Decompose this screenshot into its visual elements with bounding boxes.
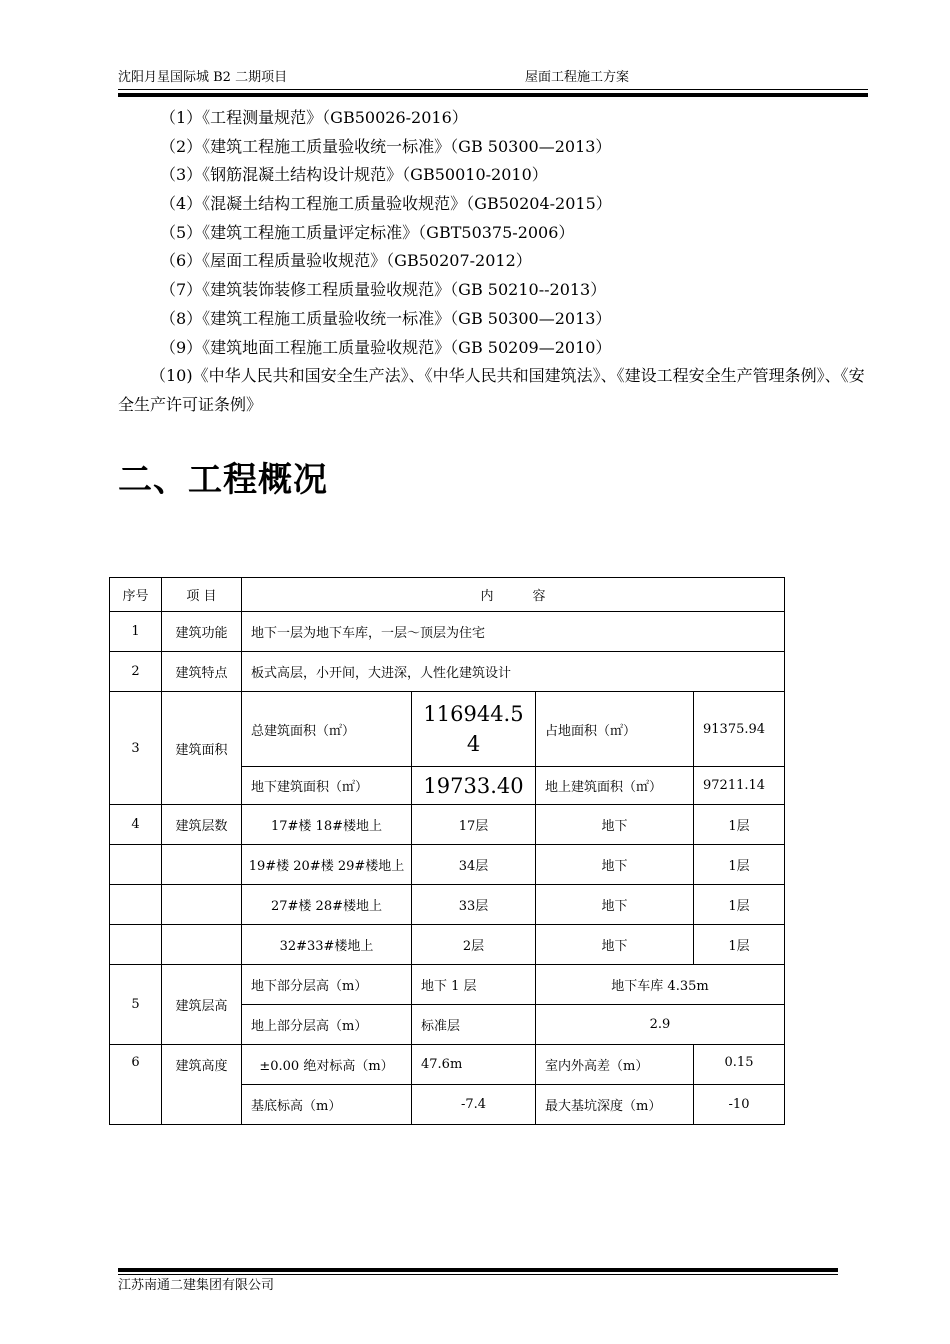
building-label: 17#楼 18#楼地上: [242, 805, 412, 845]
table-row: [110, 885, 785, 925]
table-row: [110, 965, 785, 1005]
reference-item: （5）《建筑工程施工质量评定标准》（GBT50375-2006）: [160, 222, 575, 242]
base-elevation-value: -7.4: [412, 1085, 536, 1125]
building-label: 27#楼 28#楼地上: [242, 885, 412, 925]
reference-list: [118, 104, 870, 420]
underground-area-value: 19733.40: [412, 767, 536, 805]
reference-item: （9）《建筑地面工程施工质量验收规范》（GB 50209—2010）: [160, 337, 612, 357]
underground-height-value: 地下车库 4.35m: [536, 965, 785, 1005]
reference-item: （6）《屋面工程质量验收规范》（GB50207-2012）: [160, 251, 532, 271]
underground-floors-value: 1层: [694, 805, 785, 845]
table-row: [110, 845, 785, 885]
underground-label: 地下: [536, 845, 694, 885]
underground-floors-value: 1层: [694, 885, 785, 925]
max-pit-depth-value: -10: [694, 1085, 785, 1125]
total-area-value: 116944.54: [412, 692, 536, 767]
row-no: 5: [110, 965, 162, 1045]
header-doc-title: 屋面工程施工方案: [525, 70, 630, 85]
indoor-outdoor-difference-label: 室内外高差（m）: [536, 1045, 694, 1085]
absolute-elevation-value: 47.6m: [412, 1045, 536, 1085]
row-no: 3: [110, 692, 162, 805]
row-content: 地下一层为地下车库，一层～顶层为住宅: [242, 612, 785, 652]
reference-item: （8）《建筑工程施工质量验收统一标准》（GB 50300—2013）: [160, 308, 612, 328]
table-row: [110, 692, 785, 767]
project-overview-table: [109, 577, 785, 1125]
indoor-outdoor-difference-value: 0.15: [694, 1045, 785, 1085]
row-item: 建筑高度: [162, 1045, 242, 1125]
floors-value: 17层: [412, 805, 536, 845]
absolute-elevation-label: ±0.00 绝对标高（m）: [242, 1045, 412, 1085]
table-row: [110, 652, 785, 692]
floors-value: 2层: [412, 925, 536, 965]
reference-item: （7）《建筑装饰装修工程质量验收规范》（GB 50210--2013）: [160, 280, 607, 300]
max-pit-depth-label: 最大基坑深度（m）: [536, 1085, 694, 1125]
header-no: 序号: [110, 578, 162, 612]
table-row: [110, 925, 785, 965]
reference-item: （1）《工程测量规范》（GB50026-2016）: [160, 108, 468, 127]
header-project: 沈阳月星国际城 B2 二期项目: [118, 70, 288, 85]
floors-value: 34层: [412, 845, 536, 885]
underground-label: 地下: [536, 885, 694, 925]
reference-item: （2）《建筑工程施工质量验收统一标准》（GB 50300—2013）: [160, 136, 612, 156]
building-label: 19#楼 20#楼 29#楼地上: [242, 845, 412, 885]
header-rule-thick: [118, 93, 868, 97]
row-no: 2: [110, 652, 162, 692]
underground-label: 地下: [536, 805, 694, 845]
underground-label: 地下: [536, 925, 694, 965]
floors-value: 33层: [412, 885, 536, 925]
row-item: 建筑特点: [162, 652, 242, 692]
footer-rule-thick: [118, 1268, 838, 1272]
table-row: [110, 1045, 785, 1085]
header-rule-thin: [118, 89, 868, 90]
footer-company: 江苏南通二建集团有限公司: [118, 1278, 275, 1293]
underground-floor-label: 地下 1 层: [412, 965, 536, 1005]
land-area-label: 占地面积（㎡）: [536, 692, 694, 767]
above-ground-area-label: 地上建筑面积（㎡）: [536, 767, 694, 805]
row-item: 建筑层数: [162, 805, 242, 845]
underground-floors-value: 1层: [694, 845, 785, 885]
underground-height-label: 地下部分层高（m）: [242, 965, 412, 1005]
base-elevation-label: 基底标高（m）: [242, 1085, 412, 1125]
total-area-label: 总建筑面积（㎡）: [242, 692, 412, 767]
row-no: 6: [110, 1045, 162, 1125]
underground-floors-value: 1层: [694, 925, 785, 965]
reference-item: （3）《钢筋混凝土结构设计规范》（GB50010-2010）: [160, 165, 548, 185]
underground-area-label: 地下建筑面积（㎡）: [242, 767, 412, 805]
row-item: 建筑功能: [162, 612, 242, 652]
header-item: 项 目: [162, 578, 242, 612]
land-area-value: 91375.94: [694, 692, 785, 767]
row-item: 建筑面积: [162, 692, 242, 805]
table-header-row: [110, 578, 785, 612]
reference-item-last: （10)《中华人民共和国安全生产法》、《中华人民共和国建筑法》、《建设工程安全生产管理条例》、《安全生产许可证条例》: [118, 366, 865, 414]
row-no: 4: [110, 805, 162, 845]
row-content: 板式高层，小开间，大进深，人性化建筑设计: [242, 652, 785, 692]
reference-item: （4）《混凝土结构工程施工质量验收规范》（GB50204-2015）: [160, 194, 612, 214]
table-row: [110, 805, 785, 845]
table-row: [110, 612, 785, 652]
above-ground-area-value: 97211.14: [694, 767, 785, 805]
standard-floor-label: 标准层: [412, 1005, 536, 1045]
row-item: 建筑层高: [162, 965, 242, 1045]
standard-floor-height-value: 2.9: [536, 1005, 785, 1045]
section-heading: 二、工程概况: [118, 460, 328, 500]
row-no: 1: [110, 612, 162, 652]
building-label: 32#33#楼地上: [242, 925, 412, 965]
header-content: 内 容: [242, 578, 785, 612]
above-ground-height-label: 地上部分层高（m）: [242, 1005, 412, 1045]
